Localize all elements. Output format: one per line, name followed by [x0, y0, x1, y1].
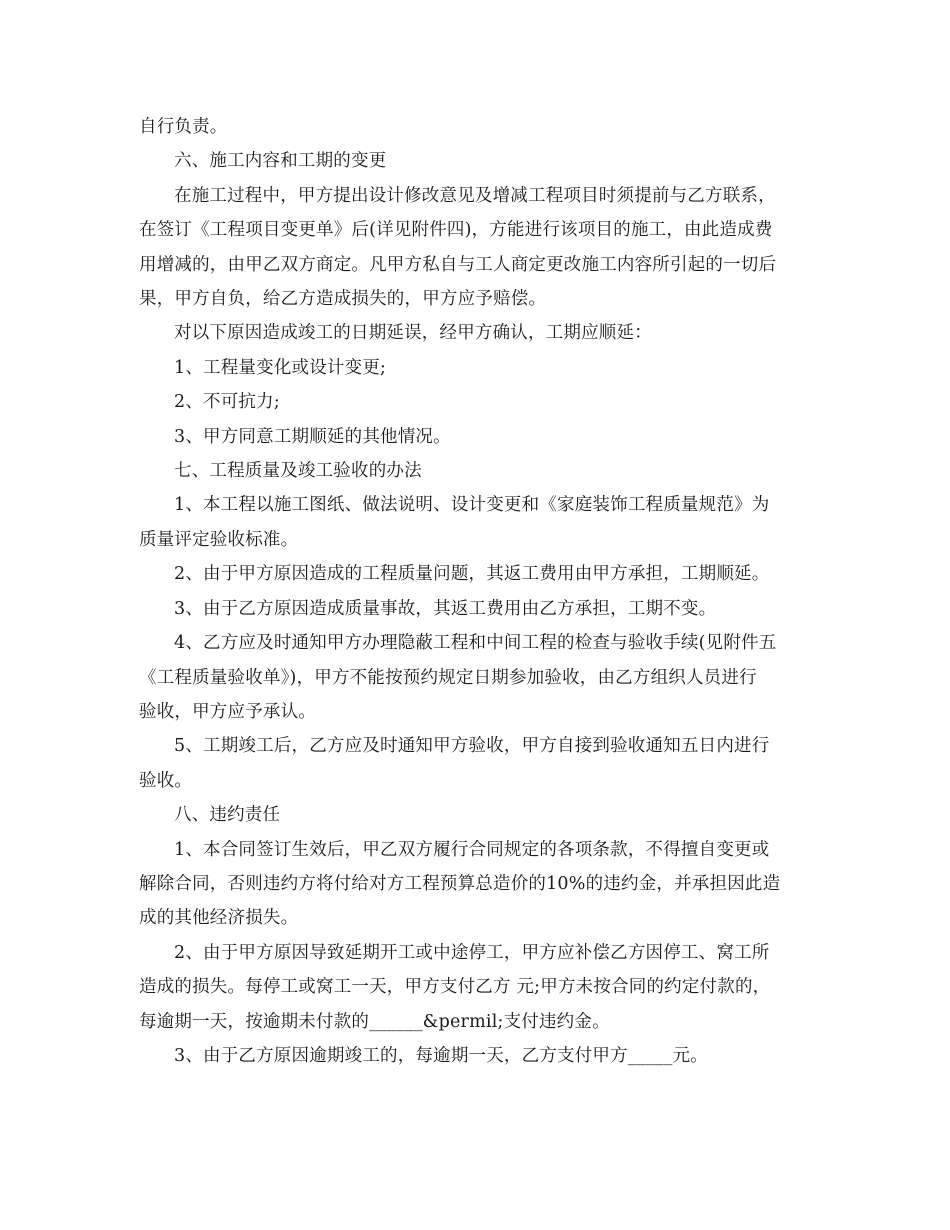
text-line: 自行负责。 — [139, 117, 228, 137]
paragraph — [139, 626, 814, 729]
paragraph — [139, 144, 814, 178]
text-line: 解除合同，否则违约方将付给对方工程预算总造价的10%的违约金，并承担因此造 — [139, 873, 781, 894]
paragraph — [139, 833, 814, 936]
paragraph — [139, 420, 814, 454]
text-line: 质量评定验收标准。 — [139, 529, 299, 550]
text-line: 5、工期竣工后，乙方应及时通知甲方验收，甲方自接到验收通知五日内进行 — [174, 736, 770, 757]
paragraph — [139, 1039, 814, 1073]
text-line: 在签订《工程项目变更单》后(详见附件四)，方能进行该项目的施工，由此造成费 — [139, 220, 773, 241]
paragraph — [139, 316, 814, 350]
text-line: 验收。 — [139, 770, 193, 791]
text-line: 2、不可抗力; — [174, 392, 280, 413]
paragraph — [139, 179, 814, 317]
paragraph — [139, 936, 814, 1039]
text-line: 1、本合同签订生效后，甲乙双方履行合同规定的各项条款，不得擅自变更或 — [174, 839, 770, 860]
document-body — [139, 110, 814, 1073]
text-line: 果，甲方自负，给乙方造成损失的，甲方应予赔偿。 — [139, 289, 547, 310]
paragraph — [139, 351, 814, 385]
paragraph — [139, 110, 814, 144]
paragraph — [139, 557, 814, 591]
text-line: 六、施工内容和工期的变更 — [174, 151, 387, 172]
paragraph — [139, 798, 814, 832]
text-line: 2、由于甲方原因导致延期开工或中途停工，甲方应补偿乙方因停工、窝工所 — [174, 942, 770, 963]
paragraph — [139, 454, 814, 488]
text-line: 造成的损失。每停工或窝工一天，甲方支付乙方 元;甲方未按合同的约定付款的， — [139, 977, 771, 998]
text-line: 1、工程量变化或设计变更; — [174, 357, 387, 378]
text-line: 七、工程质量及竣工验收的办法 — [174, 461, 422, 482]
paragraph — [139, 592, 814, 626]
text-line: 在施工过程中，甲方提出设计修改意见及增减工程项目时须提前与乙方联系， — [174, 185, 776, 206]
text-line: 4、乙方应及时通知甲方办理隐蔽工程和中间工程的检查与验收手续(见附件五 — [174, 633, 777, 654]
paragraph — [139, 385, 814, 419]
text-line: 每逾期一天，按逾期未付款的______&permil;支付违约金。 — [139, 1011, 610, 1032]
text-line: 2、由于甲方原因造成的工程质量问题，其返工费用由甲方承担，工期顺延。 — [174, 564, 770, 585]
text-line: 对以下原因造成竣工的日期延误，经甲方确认，工期应顺延： — [174, 323, 652, 344]
text-line: 3、甲方同意工期顺延的其他情况。 — [174, 426, 451, 447]
text-line: 成的其他经济损失。 — [139, 908, 299, 929]
paragraph — [139, 488, 814, 557]
text-line: 《工程质量验收单》)，甲方不能按预约规定日期参加验收，由乙方组织人员进行 — [139, 667, 757, 688]
text-line: 八、违约责任 — [174, 805, 281, 826]
text-line: 1、本工程以施工图纸、做法说明、设计变更和《家庭装饰工程质量规范》为 — [174, 495, 770, 516]
text-line: 用增减的，由甲乙双方商定。凡甲方私自与工人商定更改施工内容所引起的一切后 — [139, 254, 777, 275]
text-line: 3、由于乙方原因造成质量事故，其返工费用由乙方承担，工期不变。 — [174, 598, 717, 619]
text-line: 3、由于乙方原因逾期竣工的，每逾期一天，乙方支付甲方_____元。 — [174, 1045, 708, 1066]
paragraph — [139, 729, 814, 798]
text-line: 验收，甲方应予承认。 — [139, 701, 316, 722]
